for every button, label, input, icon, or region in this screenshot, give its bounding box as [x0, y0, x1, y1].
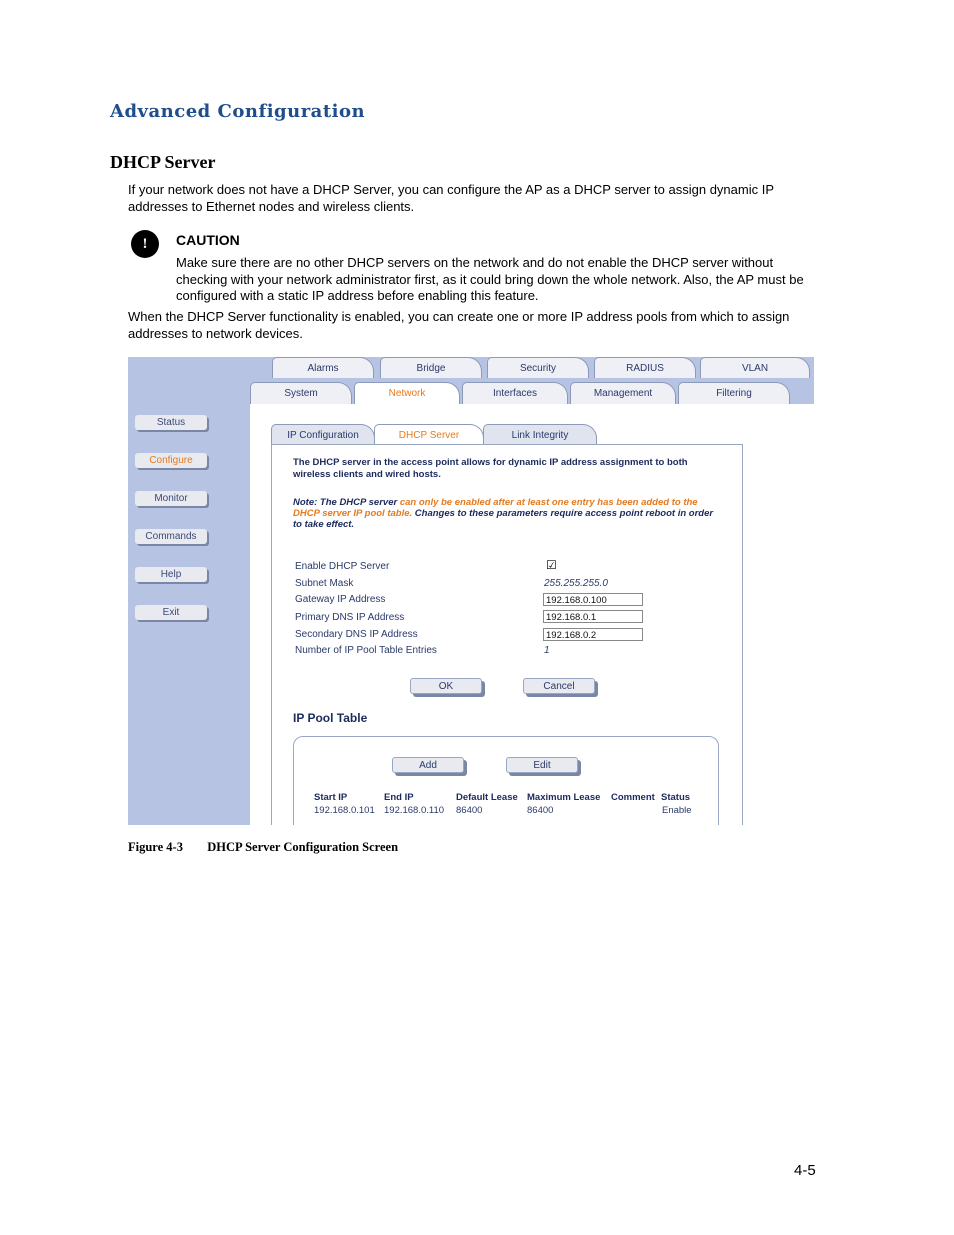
tab-interfaces[interactable]: Interfaces [462, 382, 568, 404]
chapter-title: Advanced Configuration [110, 101, 366, 122]
dhcp-server-screenshot [128, 357, 814, 825]
col-comment: Comment [611, 792, 655, 803]
caution-icon: ! [131, 230, 159, 258]
cell-end-ip: 192.168.0.110 [384, 805, 445, 816]
sidebar-exit-button[interactable]: Exit [135, 605, 207, 620]
ip-pool-table-title: IP Pool Table [293, 711, 368, 725]
secondary-dns-label: Secondary DNS IP Address [295, 629, 418, 640]
primary-dns-input[interactable]: 192.168.0.1 [543, 610, 643, 623]
note-warning: can only be enabled after at least one entry has been added to the DHCP server IP pool table. [293, 497, 698, 519]
section-title: DHCP Server [110, 152, 216, 172]
pool-entries-value: 1 [544, 645, 550, 656]
col-maximum-lease: Maximum Lease [527, 792, 601, 803]
cancel-button[interactable]: Cancel [523, 678, 595, 694]
sidebar-commands-button[interactable]: Commands [135, 529, 207, 544]
intro-paragraph: If your network does not have a DHCP Server, you can configure the AP as a DHCP server to assign dynamic IP addresses to Ethernet nodes and wireless clients. [128, 182, 774, 214]
tab-system[interactable]: System [250, 382, 352, 404]
cell-start-ip: 192.168.0.101 [314, 805, 375, 816]
sidebar-help-button[interactable]: Help [135, 567, 207, 582]
sidebar-monitor-button[interactable]: Monitor [135, 491, 207, 506]
cell-maximum-lease: 86400 [527, 805, 554, 816]
figure-caption [128, 840, 398, 855]
gateway-ip-input[interactable]: 192.168.0.100 [543, 593, 643, 606]
tab-network[interactable]: Network [354, 382, 460, 404]
tab-bar [250, 357, 814, 404]
cell-default-lease: 86400 [456, 805, 483, 816]
sidebar-status-button[interactable]: Status [135, 415, 207, 430]
edit-button[interactable]: Edit [506, 757, 578, 773]
subtab-dhcp-server[interactable]: DHCP Server [374, 424, 484, 445]
tab-management[interactable]: Management [570, 382, 676, 404]
subnet-mask-value: 255.255.255.0 [544, 578, 608, 589]
page-number: 4-5 [794, 1162, 816, 1179]
tab-bridge[interactable]: Bridge [380, 357, 482, 378]
ok-button[interactable]: OK [410, 678, 482, 694]
sidebar-configure-button[interactable]: Configure [135, 453, 207, 468]
col-default-lease: Default Lease [456, 792, 518, 803]
tab-radius[interactable]: RADIUS [594, 357, 696, 378]
pool-entries-label: Number of IP Pool Table Entries [295, 645, 437, 656]
col-status: Status [661, 792, 691, 803]
primary-dns-label: Primary DNS IP Address [295, 612, 405, 623]
cell-status: Enable [662, 805, 692, 816]
caution-text: Make sure there are no other DHCP servers on the network and do not enable the DHCP server without checking with your network administrator first, as it could bring down the whole network. Also, the AP must be configured with a static IP address before enabling this feature. [176, 255, 804, 303]
tab-security[interactable]: Security [487, 357, 589, 378]
enable-dhcp-label: Enable DHCP Server [295, 561, 390, 572]
dhcp-note [293, 497, 723, 530]
tab-alarms[interactable]: Alarms [272, 357, 374, 378]
add-button[interactable]: Add [392, 757, 464, 773]
tab-vlan[interactable]: VLAN [700, 357, 810, 378]
gateway-ip-label: Gateway IP Address [295, 594, 386, 605]
enable-dhcp-checkbox[interactable]: ☑ [546, 558, 557, 572]
secondary-dns-input[interactable]: 192.168.0.2 [543, 628, 643, 641]
figure-title: DHCP Server Configuration Screen [207, 840, 399, 854]
sidebar [128, 357, 250, 825]
col-start-ip: Start IP [314, 792, 348, 803]
note-suffix: Changes to these parameters require access point reboot in order to take effect. [293, 508, 714, 530]
figure-label: Figure 4-3 [128, 840, 183, 854]
tab-filtering[interactable]: Filtering [678, 382, 790, 404]
subtab-link-integrity[interactable]: Link Integrity [483, 424, 597, 445]
col-end-ip: End IP [384, 792, 414, 803]
pool-paragraph: When the DHCP Server functionality is enabled, you can create one or more IP address pools from which to assign addresses to network devices. [128, 309, 790, 341]
note-prefix: Note: The DHCP server [293, 497, 400, 508]
subnet-mask-label: Subnet Mask [295, 578, 354, 589]
caution-title: CAUTION [176, 232, 240, 248]
subtab-ip-configuration[interactable]: IP Configuration [271, 424, 375, 445]
dhcp-description: The DHCP server in the access point allows for dynamic IP address assignment to both wireless clients and wired hosts. [293, 457, 688, 480]
